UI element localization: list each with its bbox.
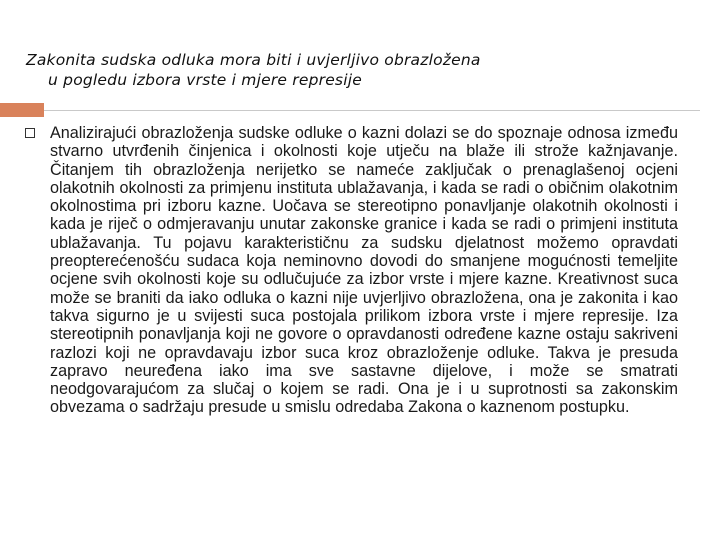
title-line-1: Zakonita sudska odluka mora biti i uvjerljivo obrazložena (26, 51, 481, 69)
title-divider (44, 110, 700, 111)
slide-title (26, 50, 686, 90)
accent-bar (0, 103, 44, 117)
title-line-2: u pogledu izbora vrste i mjere represije (48, 71, 362, 89)
body-paragraph: Analizirajući obrazloženja sudske odluke o kazni dolazi se do spoznaje odnosa između stvarno utvrđenih činjenica i okolnosti koje utječu na blaže ili strože kažnjavanje. Čitanjem tih obrazloženja nerijetko se nameće zaključak o prenaglašenoj ocjeni olakotnih okolnosti za primjenu instituta ublažavanja, i kada se radi o običnim olakotnim okolnostima pri izboru kazne. Uočava se stereotipno ponavljanje olakotnih okolnosti i kada je riječ o odmjeravanju unutar zakonske granice i kada se radi o primjeni instituta ublažavanja. Tu pojavu karakterističnu za sudsku djelatnost možemo opravdati preopterećenošću sudaca koja neminovno dovodi do smanjene mogućnosti temeljite ocjene svih okolnosti koje su odlučujuće za izbor vrste i mjere kazne. Kreativnost suca može se braniti da iako odluka o kazni nije uvjerljivo obrazložena, ona je zakonita i kao takva sigurno je u svijesti suca postojala prilikom izbora vrste i mjere represije. Iza stereotipnih ponavljanja koji ne govore o opravdanosti određene kazne ostaju sakriveni razlozi koji ne opravdavaju izbor suca kroz obrazloženje odluke. Takva je presuda zapravo neuređena iako ima sve sastavne dijelove, i može se smatrati neodgovarajućom za slučaj o kojem se radi. Ona je i u suprotnosti sa zakonskim obvezama o sadržaju presude u smislu odredaba Zakona o kaznenom postupku. (50, 124, 678, 417)
square-outline-bullet-icon (25, 128, 35, 138)
